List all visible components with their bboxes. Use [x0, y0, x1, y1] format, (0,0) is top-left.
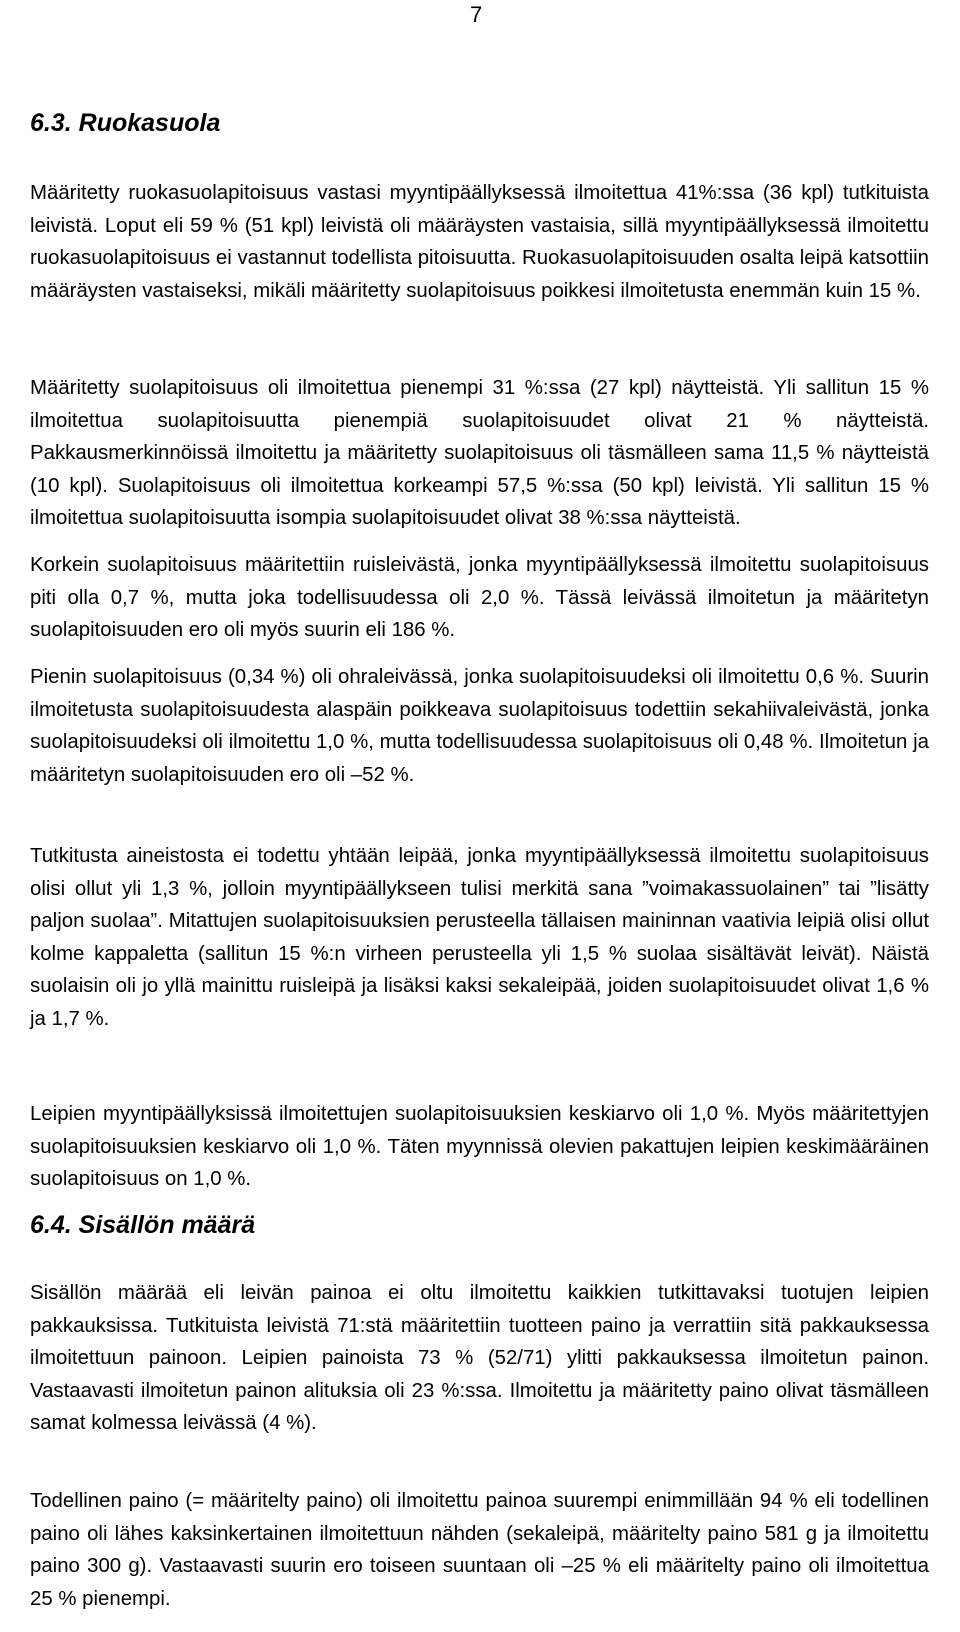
section-heading-ruokasuola: 6.3. Ruokasuola: [30, 109, 221, 137]
paragraph: Korkein suolapitoisuus määritettiin ruisleivästä, jonka myyntipäällyksessä ilmoitettu suolapitoisuus piti olla 0,7 %, mutta joka todellisuudessa oli 2,0 %. Tässä leivässä ilmoitetun ja määritetyn suolapitoisuuden ero oli myös suurin eli 186 %.: [30, 554, 929, 641]
page-number: 7: [470, 2, 483, 27]
paragraph: Määritetty suolapitoisuus oli ilmoitettua pienempi 31 %:ssa (27 kpl) näytteistä. Yli sallitun 15 % ilmoitettua suolapitoisuutta pienempiä suolapitoisuudet olivat 21 % näytteistä. Pakkausmerkinnöissä ilmoitettu ja määritetty suolapitoisuus oli täsmälleen sama 11,5 % näytteistä (10 kpl). Suolapitoisuus oli ilmoitettua korkeampi 57,5 %:ssa (50 kpl) leivistä. Yli sallitun 15 % ilmoitettua suolapitoisuutta isompia suolapitoisuudet olivat 38 %:ssa näytteistä.: [30, 377, 929, 529]
section-heading-sisallon-maara: 6.4. Sisällön määrä: [30, 1211, 256, 1239]
paragraph: Tutkitusta aineistosta ei todettu yhtään leipää, jonka myyntipäällyksessä ilmoitettu suolapitoisuus olisi ollut yli 1,3 %, jolloin myyntipäällykseen tulisi merkitä sana ”voimakassuolainen” tai ”lisätty paljon suolaa”. Mitattujen suolapitoisuuksien perusteella tällaisen maininnan vaativia leipiä olisi ollut kolme kappaletta (sallitun 15 %:n virheen perusteella yli 1,5 % suolaa sisältävät leivät). Näistä suolaisin oli jo yllä mainittu ruisleipä ja lisäksi kaksi sekaleipää, joiden suolapitoisuudet olivat 1,6 % ja 1,7 %.: [30, 845, 929, 1030]
paragraph: Todellinen paino (= määritelty paino) oli ilmoitettu painoa suurempi enimmillään 94 % eli todellinen paino oli lähes kaksinkertainen ilmoitettuun nähden (sekaleipä, määritelty paino 581 g ja ilmoitettu paino 300 g). Vastaavasti suurin ero toiseen suuntaan oli –25 % eli määritelty paino oli ilmoitettua 25 % pienempi.: [30, 1490, 929, 1610]
paragraph: Määritetty ruokasuolapitoisuus vastasi myyntipäällyksessä ilmoitettua 41%:ssa (36 kpl) tutkituista leivistä. Loput eli 59 % (51 kpl) leivistä oli määräysten vastaisia, sillä myyntipäällyksessä ilmoitettu ruokasuolapitoisuus ei vastannut todellista pitoisuutta. Ruokasuolapitoisuuden osalta leipä katsottiin määräysten vastaiseksi, mikäli määritetty suolapitoisuus poikkesi ilmoitetusta enemmän kuin 15 %.: [30, 182, 929, 302]
paragraph: Leipien myyntipäällyksissä ilmoitettujen suolapitoisuuksien keskiarvo oli 1,0 %. Myös määritettyjen suolapitoisuuksien keskiarvo oli 1,0 %. Täten myynnissä olevien pakattujen leipien keskimääräinen suolapitoisuus on 1,0 %.: [30, 1103, 929, 1190]
paragraph: Pienin suolapitoisuus (0,34 %) oli ohraleivässä, jonka suolapitoisuudeksi oli ilmoitettu 0,6 %. Suurin ilmoitetusta suolapitoisuudesta alaspäin poikkeava suolapitoisuus todettiin sekahiivaleivästä, jonka suolapitoisuudeksi oli ilmoitettu 1,0 %, mutta todellisuudessa suolapitoisuus oli 0,48 %. Ilmoitetun ja määritetyn suolapitoisuuden ero oli –52 %.: [30, 666, 929, 786]
paragraph: Sisällön määrää eli leivän painoa ei oltu ilmoitettu kaikkien tutkittavaksi tuotujen leipien pakkauksissa. Tutkituista leivistä 71:stä määritettiin tuotteen paino ja verrattiin sitä pakkauksessa ilmoitettuun painoon. Leipien painoista 73 % (52/71) ylitti pakkauksessa ilmoitetun painon. Vastaavasti ilmoitetun painon alituksia oli 23 %:ssa. Ilmoitettu ja määritetty paino olivat täsmälleen samat kolmessa leivässä (4 %).: [30, 1282, 929, 1434]
